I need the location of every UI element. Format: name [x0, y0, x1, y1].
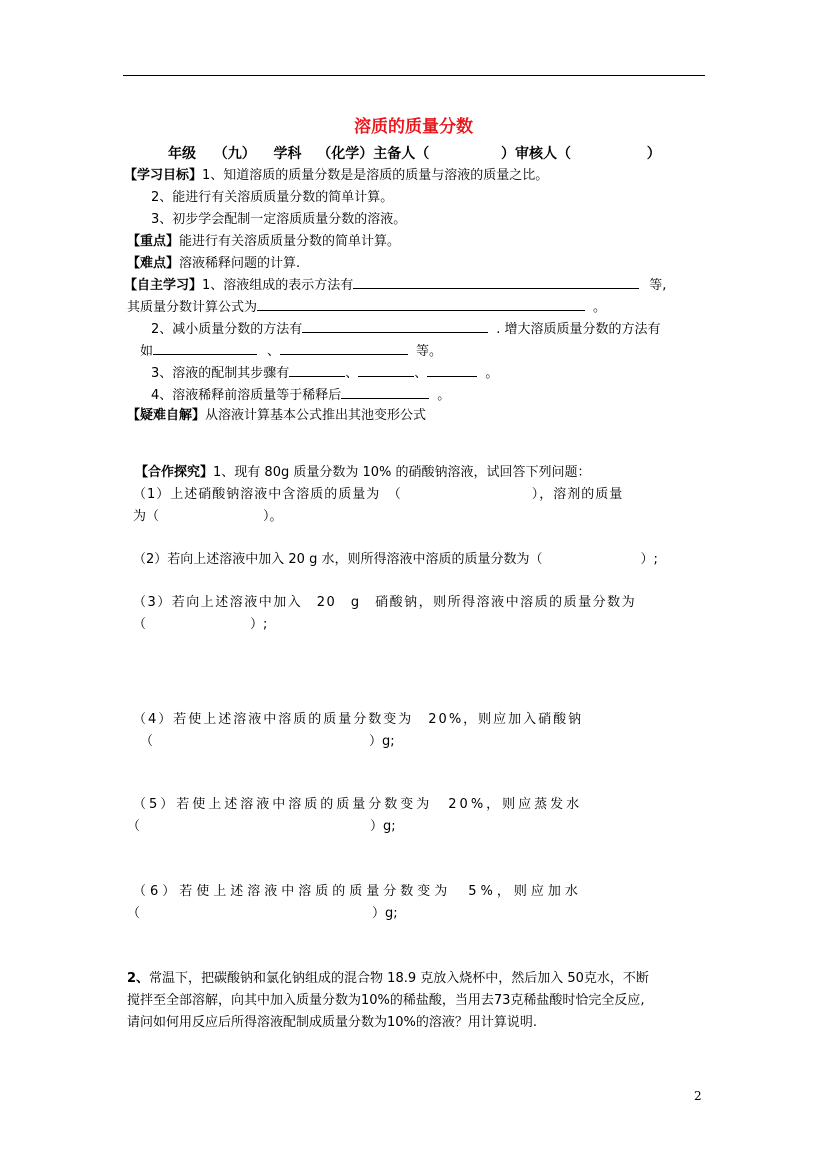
self-study-q1a-text: 1、溶液组成的表示方法有 — [202, 278, 354, 293]
cooperate-p6b-end: ）g; — [372, 906, 398, 921]
page-number: 2 — [694, 1089, 702, 1103]
cooperate-p4a: （4）若使上述溶液中溶质的质量分数变为 20%，则应加入硝酸钠 — [133, 712, 584, 727]
cooperate-p4b-text: （ — [140, 734, 154, 749]
self-study-q3-sep1: 、 — [345, 366, 359, 381]
self-study-q1a — [124, 276, 666, 294]
cooperate-p1b-end: ）。 — [263, 509, 283, 524]
self-study-q1a-end: 等, — [649, 278, 667, 293]
self-study-q4 — [151, 386, 450, 404]
cooperate-tag: 【合作探究】 — [135, 465, 214, 480]
self-study-q1b-text: 其质量分数计算公式为 — [127, 300, 258, 315]
self-study-q2a — [151, 320, 661, 338]
doubt-section — [127, 408, 426, 424]
blank-field[interactable] — [353, 276, 639, 289]
blank-field[interactable] — [280, 342, 408, 355]
cooperate-p6b-text: （ — [127, 906, 141, 921]
header-rule — [123, 75, 705, 76]
problem2-line-3: 请问如何用反应后所得溶液配制成质量分数为10%的溶液？用计算说明. — [127, 1015, 538, 1030]
cooperate-intro — [135, 465, 591, 481]
blank-field[interactable] — [427, 364, 477, 377]
key-point — [127, 234, 400, 250]
blank-field[interactable] — [289, 364, 345, 377]
key-tag: 【重点】 — [127, 234, 180, 249]
cooperate-p3b-end: ）; — [250, 617, 268, 632]
subject-label: 学科 — [273, 146, 302, 162]
goals-tag: 【学习目标】 — [124, 168, 203, 183]
self-study-q3-end: 。 — [485, 366, 499, 381]
cooperate-p4b — [140, 734, 395, 750]
goals-item-1: 1、知道溶质的质量分数是是溶质的质量与溶液的质量之比。 — [202, 168, 549, 183]
cooperate-p6a: （6）若使上述溶液中溶质的质量分数变为 5%，则应加水 — [133, 884, 582, 899]
self-study-q2b — [140, 342, 442, 360]
cooperate-p5a: （5）若使上述溶液中溶质的质量分数变为 20%，则应蒸发水 — [133, 797, 583, 812]
cooperate-p6b — [127, 906, 398, 922]
self-study-q2a-mid: . 增大溶质质量分数的方法有 — [496, 322, 661, 337]
self-study-q2a-text: 2、减小质量分数的方法有 — [151, 322, 303, 337]
cooperate-p1a-text: （1）上述硝酸钠溶液中含溶质的质量为 （ — [133, 487, 402, 502]
cooperate-p1a — [133, 487, 623, 503]
cooperate-p5b — [127, 819, 396, 835]
goals-line-1 — [124, 168, 548, 184]
reviewer-close: ） — [646, 146, 661, 162]
cooperate-p2 — [133, 552, 658, 568]
self-study-q2b-mid: 、 — [267, 344, 281, 359]
doubt-text: 从溶液计算基本公式推出其池变形公式 — [205, 408, 427, 423]
grade-label: 年级 — [168, 146, 196, 162]
cooperate-p1b-text: 为（ — [133, 509, 160, 524]
blank-field[interactable] — [358, 364, 414, 377]
self-study-q4-text: 4、溶液稀释前溶质量等于稀释后 — [151, 388, 342, 403]
self-study-q4-end: 。 — [437, 388, 451, 403]
blank-field[interactable] — [257, 298, 585, 311]
cooperate-intro-text: 1、现有 80g 质量分数为 10% 的硝酸钠溶液，试回答下列问题： — [213, 465, 591, 480]
key-text: 能进行有关溶质质量分数的简单计算。 — [179, 234, 401, 249]
cooperate-p3b — [133, 617, 267, 633]
cooperate-p4b-end: ）g; — [369, 734, 395, 749]
self-study-q1b — [127, 298, 606, 316]
self-study-q1b-end: 。 — [593, 300, 607, 315]
cooperate-p3b-text: （ — [133, 617, 147, 632]
problem2-line-1-text: 常温下，把碳酸钠和氯化钠组成的混合物 18.9 克放入烧杯中，然后加入 50克水，不断 — [149, 971, 649, 986]
subject-value: （化学）主备人（ — [317, 146, 430, 162]
info-header — [168, 146, 661, 162]
difficulty-text: 溶液稀释问题的计算. — [179, 256, 301, 271]
cooperate-p5b-text: （ — [127, 819, 141, 834]
self-study-q3 — [151, 364, 498, 382]
cooperate-p1a-end: ），溶剂的质量 — [531, 487, 624, 502]
cooperate-p1b — [133, 509, 283, 525]
difficulty-tag: 【难点】 — [127, 256, 180, 271]
self-study-q3-sep2: 、 — [414, 366, 428, 381]
goals-item-3: 3、初步学会配制一定溶质质量分数的溶液。 — [151, 212, 407, 227]
doubt-tag: 【疑难自解】 — [127, 408, 206, 423]
self-study-q3-text: 3、溶液的配制其步骤有 — [151, 366, 290, 381]
blank-field[interactable] — [341, 386, 429, 399]
problem2-line-1 — [127, 971, 649, 987]
cooperate-p3a: （3）若向上述溶液中加入 20 g 硝酸钠，则所得溶液中溶质的质量分数为 — [133, 595, 637, 610]
problem2-number: 2、 — [127, 971, 150, 986]
self-study-q2b-text: 如 — [140, 344, 154, 359]
problem2-line-2: 搅拌至全部溶解，向其中加入质量分数为10%的稀盐酸，当用去73克稀盐酸时恰完全反应, — [127, 993, 645, 1008]
grade-value: （九） — [213, 146, 256, 162]
cooperate-p5b-end: ）g; — [370, 819, 396, 834]
preparer-close: ）审核人（ — [501, 146, 571, 162]
goals-item-2: 2、能进行有关溶质质量分数的简单计算。 — [151, 190, 394, 205]
difficulty — [127, 256, 300, 272]
blank-field[interactable] — [153, 342, 257, 355]
self-study-q2b-end: 等。 — [416, 344, 443, 359]
cooperate-p2-text: （2）若向上述溶液中加入 20 g 水，则所得溶液中溶质的质量分数为（ — [133, 552, 543, 567]
self-study-tag: 【自主学习】 — [124, 278, 203, 293]
page-title: 溶质的质量分数 — [354, 117, 473, 137]
cooperate-p2-end: ）; — [640, 552, 658, 567]
blank-field[interactable] — [302, 320, 488, 333]
